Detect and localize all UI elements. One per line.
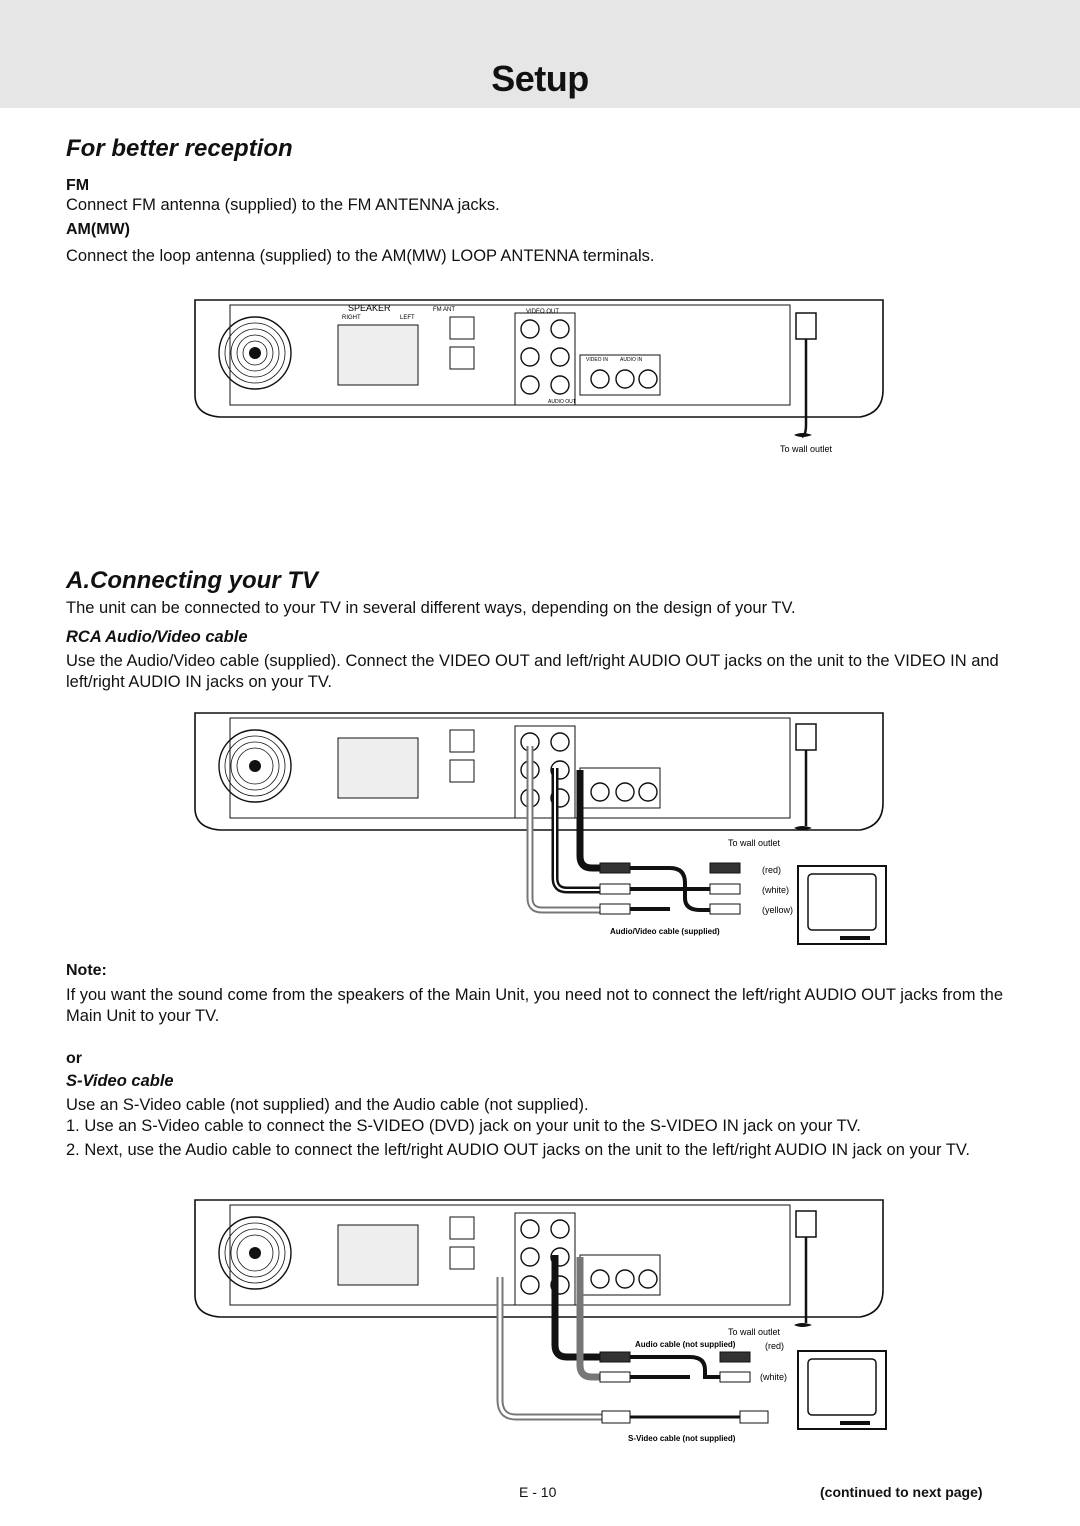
step-2: 2. Next, use the Audio cable to connect the left/right AUDIO OUT jacks on the unit to the left/right AUDIO IN jack on your TV. — [66, 1141, 970, 1159]
svideo-cable-label: S-Video cable (not supplied) — [628, 1434, 736, 1443]
svideo-text: Use an S-Video cable (not supplied) and the Audio cable (not supplied). — [66, 1096, 589, 1114]
rca-title: RCA Audio/Video cable — [66, 628, 248, 646]
rear-panel-unit — [195, 1200, 883, 1327]
panel-label-speaker: SPEAKER — [348, 303, 391, 313]
page-number: E - 10 — [519, 1484, 557, 1500]
tv-icon — [798, 866, 886, 944]
continued-note: (continued to next page) — [820, 1484, 983, 1500]
audio-cable-label: Audio cable (not supplied) — [635, 1340, 736, 1349]
am-label: AM(MW) — [66, 221, 130, 238]
wall-outlet-label: To wall outlet — [728, 838, 781, 848]
panel-label-right: RIGHT — [342, 315, 361, 321]
rear-panel-unit — [195, 300, 883, 437]
note-label: Note: — [66, 962, 107, 979]
am-text: Connect the loop antenna (supplied) to the AM(MW) LOOP ANTENNA terminals. — [66, 247, 655, 265]
rear-panel-diagram-1 — [190, 295, 890, 465]
panel-label-audio-out: AUDIO OUT — [548, 399, 576, 405]
fm-text: Connect FM antenna (supplied) to the FM ANTENNA jacks. — [66, 196, 500, 214]
page-title: Setup — [491, 58, 589, 99]
wall-outlet-label: To wall outlet — [780, 444, 833, 454]
yellow-label: (yellow) — [762, 905, 794, 915]
step-1: 1. Use an S-Video cable to connect the S-VIDEO (DVD) jack on your unit to the S-VIDEO IN jack on your TV. — [66, 1117, 861, 1135]
panel-label-left: LEFT — [400, 315, 415, 321]
white-label: (white) — [762, 885, 790, 895]
av-cable-label: Audio/Video cable (supplied) — [610, 927, 720, 936]
svideo-title: S-Video cable — [66, 1072, 174, 1090]
rear-panel-diagram-2 — [190, 708, 890, 948]
rca-text: Use the Audio/Video cable (supplied). Connect the VIDEO OUT and left/right AUDIO OUT jacks on the unit to the VIDEO IN and left/right AUDIO IN jacks on your TV. — [66, 652, 999, 691]
panel-label-audio-in: AUDIO IN — [620, 357, 643, 363]
panel-label-video-out: VIDEO OUT — [526, 309, 560, 315]
white-label: (white) — [760, 1372, 788, 1382]
wall-outlet-label: To wall outlet — [728, 1327, 781, 1337]
section-title-reception: For better reception — [66, 135, 293, 162]
or-label: or — [66, 1050, 82, 1067]
fm-label: FM — [66, 177, 90, 194]
red-label: (red) — [762, 865, 782, 875]
section-title-connecting: A.Connecting your TV — [66, 567, 318, 594]
note-text: If you want the sound come from the speakers of the Main Unit, you need not to connect the left/right AUDIO OUT jacks from the Main Unit to your TV. — [66, 986, 1003, 1025]
red-label: (red) — [765, 1341, 785, 1351]
tv-icon — [798, 1351, 886, 1429]
rear-panel-diagram-3 — [190, 1195, 890, 1455]
connecting-intro: The unit can be connected to your TV in several different ways, depending on the design of your TV. — [66, 599, 796, 617]
panel-label-video-in: VIDEO IN — [586, 357, 608, 363]
panel-label-fm-ant: FM ANT — [433, 307, 455, 313]
rear-panel-unit — [195, 713, 883, 830]
